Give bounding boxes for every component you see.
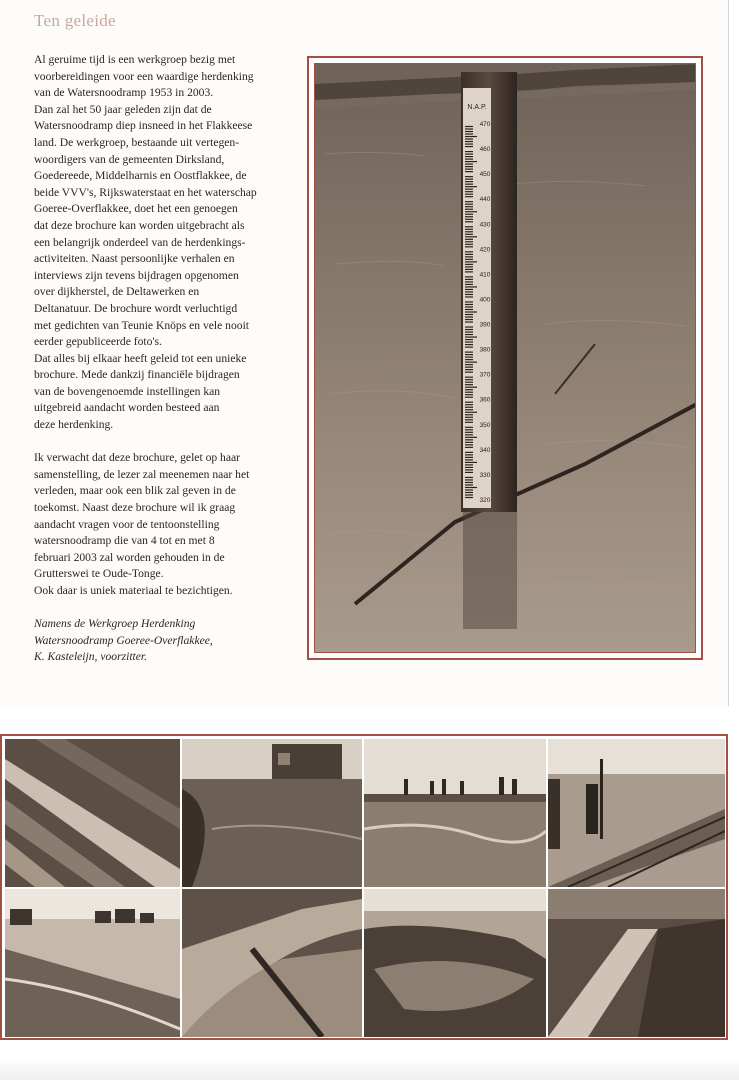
photo-collage (0, 734, 728, 1040)
gauge-tick-label: 410 (479, 271, 491, 279)
gauge-photo-frame (307, 56, 703, 660)
signature-line-1: Namens de Werkgroep Herdenking (34, 617, 196, 630)
gauge-tick-label: 370 (479, 371, 491, 379)
gauge-tick-label: 360 (479, 396, 491, 404)
signature-line-2: Watersnoodramp Goeree-Overflakkee, (34, 633, 213, 647)
scan-edge (0, 1058, 739, 1080)
gauge-tick-label: 390 (479, 321, 491, 329)
signature-line-3: K. Kasteleijn, voorzitter. (34, 650, 148, 664)
water-gauge-illustration (315, 64, 696, 653)
workers-on-dike-photo (364, 739, 546, 887)
gauge-tick-label: 330 (479, 471, 491, 479)
aerial-dike-photo (5, 739, 180, 887)
paragraph-2: Ik verwacht dat deze brochure, gelet op haar samenstelling, de lezer zal meenemen naar het verleden, maar ook een blik zal geven in de toekomst. Naast deze brochure wil ik graag aandacht vragen voor de tentoonstelling watersnoodramp die van 4 tot en met 8 februari 2003 zal worden gehouden in de Grutterswei te Oude-Tonge. Ook daar is uniek materiaal te bezichtigen. (34, 451, 250, 597)
dike-breach-aerial-photo (182, 889, 362, 1037)
gauge-tick-label: 380 (479, 346, 491, 354)
gauge-tick-label: 470 (479, 121, 491, 128)
gauge-tick-label: 420 (479, 246, 491, 254)
page-title: Ten geleide (34, 11, 116, 30)
signature-block (34, 616, 294, 666)
gauge-tick-label: 340 (479, 446, 491, 454)
flooded-building-photo (182, 739, 362, 887)
gauge-tick-label: 440 (479, 196, 491, 204)
gauge-label: N.A.P. (467, 104, 487, 111)
paragraph-1: Al geruime tijd is een werkgroep bezig met voorbereidingen voor een waardige herdenking van de Watersnoodramp 1953 in 2003. Dan zal het 50 jaar geleden zijn dat de Watersnoodramp diep insneed in het Flakkeese land. De werkgroep, bestaande uit vertegen- woordigers van de gemeenten Dirksland, Goedereede, Middelharnis en Oostflakkee, de beide VVV's, Rijkswaterstaat en het waterschap Goeree-Overflakkee, doet het een genoegen dat deze brochure kan worden uitgebracht als een belangrijk onderdeel van de herdenkings- activiteiten. Naast persoonlijke verhalen en interviews zijn tevens bijdragen opgenomen over dijkherstel, de Deltawerken en Deltanatuur. De brochure wordt verluchtigd met gedichten van Teunie Knöps en vele nooit eerder gepubliceerde foto's. Dat alles bij elkaar heeft geleid tot een unieke brochure. Mede dankzij financiële bijdragen van de bovengenoemde instellingen kan uitgebreid aandacht worden besteed aan deze herdenking. (34, 53, 257, 432)
flooded-village-photo (5, 889, 180, 1037)
gauge-tick-label: 350 (479, 421, 491, 429)
scour-hole-photo (364, 889, 546, 1037)
broken-dike-road-photo (548, 889, 725, 1037)
water-gauge-photo (314, 63, 696, 653)
introduction-text (34, 52, 292, 600)
gauge-tick-label: 450 (479, 171, 491, 179)
railway-pump-photo (548, 739, 725, 887)
gauge-tick-label: 400 (479, 296, 491, 304)
gauge-tick-label: 460 (479, 146, 491, 154)
gauge-tick-label: 320 (479, 497, 491, 504)
gauge-tick-label: 430 (479, 221, 491, 229)
